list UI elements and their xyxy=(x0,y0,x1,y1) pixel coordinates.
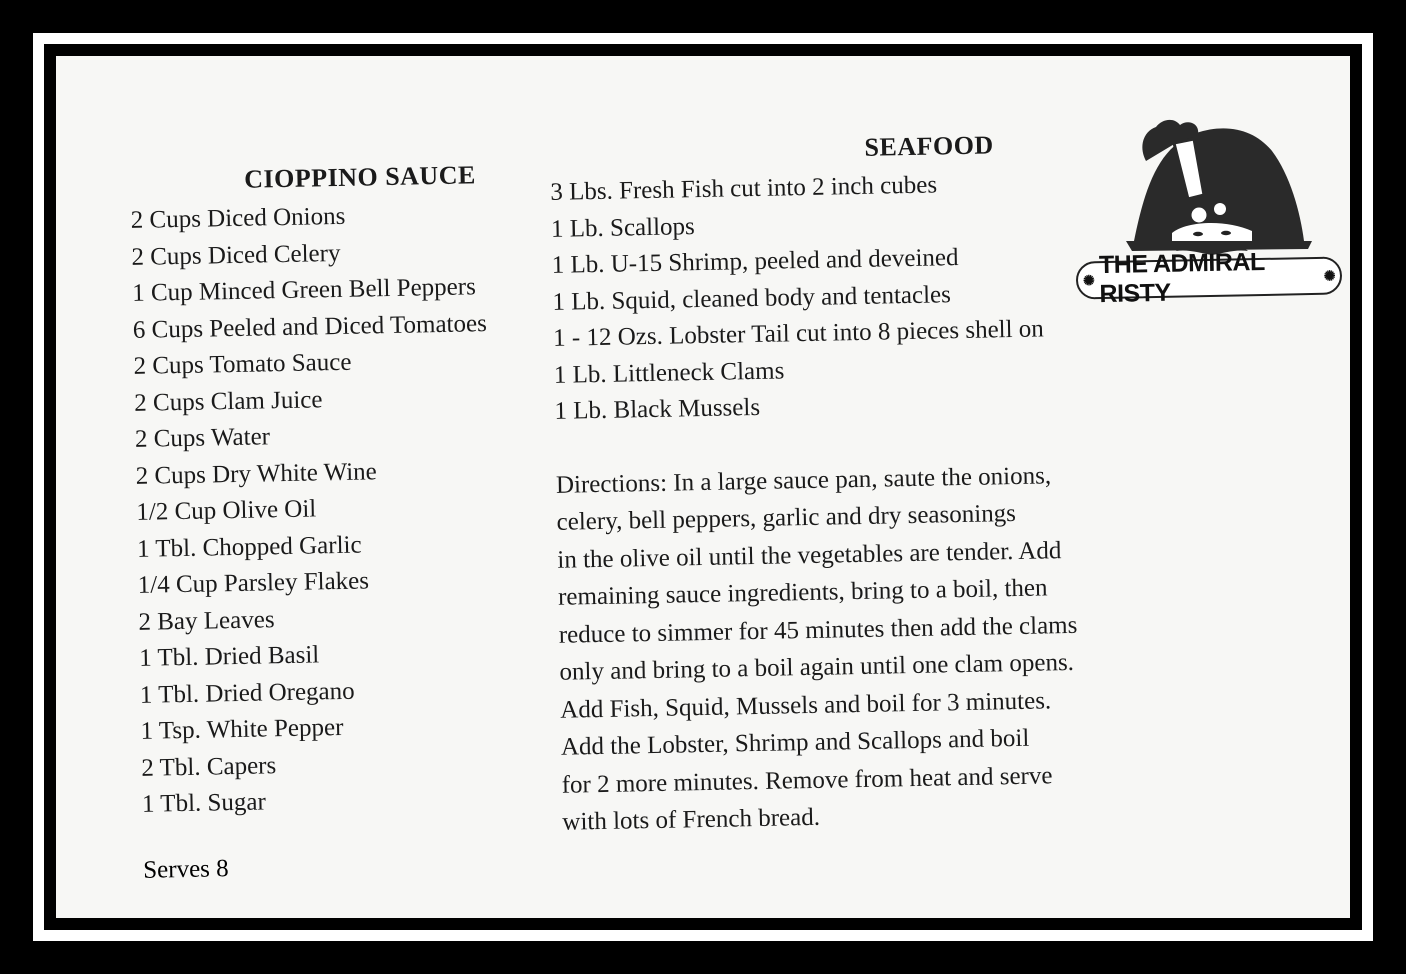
sauce-ingredient: 1 Tsp. White Pepper xyxy=(140,713,344,745)
sauce-ingredient: 2 Cups Tomato Sauce xyxy=(133,348,352,380)
sauce-ingredient: 2 Bay Leaves xyxy=(138,605,275,636)
sauce-ingredient: 1 Tbl. Chopped Garlic xyxy=(136,531,362,563)
serves-note: Serves 8 xyxy=(142,855,229,884)
directions-line: Add Fish, Squid, Mussels and boil for 3 minutes. xyxy=(559,686,1052,724)
sauce-ingredient: 2 Tbl. Capers xyxy=(141,751,277,782)
directions-line: reduce to simmer for 45 minutes then add the clams xyxy=(558,611,1078,649)
directions-line: remaining sauce ingredients, bring to a boil, then xyxy=(557,574,1048,611)
seafood-ingredient: 1 Lb. Black Mussels xyxy=(554,393,761,425)
sauce-heading: CIOPPINO SAUCE xyxy=(243,160,477,194)
sun-icon: ✺ xyxy=(1082,271,1095,288)
logo-nameplate xyxy=(1076,247,1343,309)
sauce-ingredient-list xyxy=(130,194,582,823)
sauce-ingredient: 2 Cups Diced Onions xyxy=(130,202,346,234)
seafood-ingredient: 1 Lb. Squid, cleaned body and tentacles xyxy=(552,280,952,316)
directions-line: Directions: In a large sauce pan, saute the onions, xyxy=(555,461,1052,499)
sauce-ingredient: 1/2 Cup Olive Oil xyxy=(136,495,317,526)
directions-paragraph xyxy=(556,454,1183,841)
sauce-ingredient: 2 Cups Water xyxy=(134,423,271,453)
sauce-ingredient: 1 Cup Minced Green Bell Peppers xyxy=(131,273,477,307)
seafood-ingredient: 1 Lb. Scallops xyxy=(550,212,695,243)
sauce-ingredient: 1 Tbl. Dried Basil xyxy=(138,641,320,672)
seafood-ingredient: 1 Lb. U-15 Shrimp, peeled and deveined xyxy=(551,244,959,279)
directions-line: Add the Lobster, Shrimp and Scallops and boil xyxy=(560,724,1030,761)
seafood-ingredient: 1 - 12 Ozs. Lobster Tail cut into 8 pieces shell on xyxy=(552,315,1045,352)
directions-line: with lots of French bread. xyxy=(562,803,821,836)
recipe-card xyxy=(56,56,1350,918)
sauce-ingredient: 1/4 Cup Parsley Flakes xyxy=(137,567,370,599)
sauce-column xyxy=(130,158,583,823)
directions-line: in the olive oil until the vegetables are tender. Add xyxy=(557,536,1062,574)
directions-line: celery, bell peppers, garlic and dry seasonings xyxy=(556,500,1017,536)
directions-line: for 2 more minutes. Remove from heat and serve xyxy=(561,761,1053,799)
seafood-ingredient: 1 Lb. Littleneck Clams xyxy=(553,356,785,389)
seafood-heading: SEAFOOD xyxy=(864,130,994,162)
sauce-ingredient: 2 Cups Clam Juice xyxy=(134,385,323,417)
directions-line: only and bring to a boil again until one clam opens. xyxy=(559,648,1075,686)
sauce-ingredient: 1 Tbl. Dried Oregano xyxy=(139,677,355,709)
sauce-ingredient: 6 Cups Peeled and Diced Tomatoes xyxy=(132,309,488,344)
sun-icon: ✺ xyxy=(1323,267,1336,284)
sauce-ingredient: 2 Cups Dry White Wine xyxy=(135,457,378,490)
sauce-ingredient: 1 Tbl. Sugar xyxy=(141,788,267,818)
seafood-ingredient: 3 Lbs. Fresh Fish cut into 2 inch cubes xyxy=(550,171,938,206)
sauce-ingredient: 2 Cups Diced Celery xyxy=(131,239,341,271)
logo-name-text: THE ADMIRAL RISTY xyxy=(1098,247,1265,309)
